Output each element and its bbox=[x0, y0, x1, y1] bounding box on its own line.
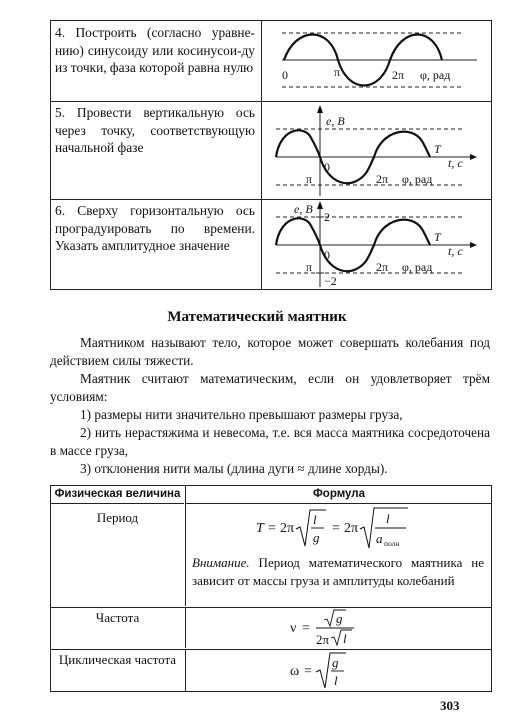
length-symbol: l bbox=[334, 673, 338, 688]
formula-cell bbox=[185, 608, 492, 648]
frequency-symbol: ν bbox=[290, 621, 297, 636]
sinusoid-graph bbox=[262, 21, 491, 101]
step-text: 5. Провести вертикальную ось через точку, соответствующую начальной фазе bbox=[55, 105, 255, 155]
zero-label: 0 bbox=[282, 68, 288, 82]
length-symbol: l bbox=[386, 511, 390, 526]
section-title: Математический маятник bbox=[167, 309, 347, 325]
equals-sign: = bbox=[332, 521, 340, 536]
list-item: 2) нить нерастяжима и невесома, т.е. вся масса маятника сосредоточена в массе груза, bbox=[50, 425, 490, 458]
two-pi-label: 2π bbox=[376, 260, 389, 274]
min-label: −2 bbox=[324, 274, 337, 288]
length-symbol: l bbox=[313, 512, 317, 527]
two-pi-label: 2π bbox=[376, 172, 389, 186]
phase-axis-label: φ, рад bbox=[402, 260, 433, 274]
pi-label: π bbox=[306, 260, 313, 274]
time-axis-label: t, c bbox=[448, 156, 463, 170]
frequency-formula bbox=[186, 608, 492, 648]
length-symbol: l bbox=[343, 631, 347, 646]
attention-text: Период математического маятника не зависит от массы груза и амплитуды колебаний bbox=[192, 555, 484, 588]
sinusoid-graph bbox=[262, 101, 491, 199]
two-pi: 2π bbox=[280, 521, 295, 536]
quantity-cyclic-frequency: Циклическая частота bbox=[58, 652, 177, 667]
time-axis-label: t, c bbox=[448, 244, 463, 258]
phase-axis-label: φ, рад bbox=[420, 68, 451, 82]
list-item: 1) размеры нити значительно превышают размеры груза, bbox=[80, 407, 403, 422]
pi-label: π bbox=[306, 172, 313, 186]
period-label: T bbox=[434, 142, 441, 156]
formula-cell bbox=[185, 650, 492, 691]
two-pi: 2π bbox=[316, 632, 330, 647]
cyclic-frequency-formula bbox=[186, 650, 492, 691]
pi-label: π bbox=[334, 65, 341, 79]
quantity-frequency: Частота bbox=[95, 610, 140, 625]
attention-label: Внимание. bbox=[192, 555, 250, 570]
step-row bbox=[51, 21, 491, 102]
column-header-formula: Формула bbox=[185, 486, 492, 504]
attention-note bbox=[192, 554, 484, 590]
formula-cell bbox=[185, 504, 492, 606]
gravity-symbol: g bbox=[313, 530, 320, 545]
period-symbol: T bbox=[256, 521, 264, 536]
period-label: T bbox=[434, 230, 441, 244]
equals-sign: = bbox=[302, 621, 310, 636]
equals-sign: = bbox=[304, 664, 312, 679]
list-item: 3) отклонения нити малы (длина дуги ≈ длине хорды). bbox=[80, 461, 388, 476]
paragraph: Маятником называют тело, которое может совершать колебания под действием силы тяжести. bbox=[50, 335, 490, 368]
two-pi-label: 2π bbox=[392, 68, 405, 82]
phase-axis-label: φ, рад bbox=[402, 172, 433, 186]
period-formula bbox=[186, 504, 492, 554]
paragraph: Маятник считают математическим, если он удовлетворяет трём условиям: bbox=[50, 371, 490, 404]
gravity-symbol: g bbox=[336, 611, 343, 626]
gravity-symbol: g bbox=[332, 655, 339, 670]
step-row bbox=[51, 101, 491, 200]
two-pi: 2π bbox=[344, 521, 359, 536]
sinusoid-graph bbox=[262, 199, 491, 289]
step-graph bbox=[261, 21, 492, 101]
zero-label: 0 bbox=[324, 160, 330, 174]
page-number: 303 bbox=[440, 698, 460, 713]
quantity-period: Период bbox=[96, 510, 139, 525]
step-row bbox=[51, 199, 491, 289]
y-axis-label: e, B bbox=[326, 114, 345, 128]
max-label: 2 bbox=[324, 210, 330, 224]
step-text: 4. Построить (согласно уравне-нию) синусоиду или косинусои-ду из точки, фаза которой равна нулю bbox=[55, 25, 255, 75]
zero-label: 0 bbox=[324, 248, 330, 262]
step-text: 6. Сверху горизонтальную ось проградуировать по времени. Указать амплитудное значение bbox=[55, 203, 255, 253]
steps-table bbox=[50, 20, 492, 290]
formula-table bbox=[50, 485, 492, 692]
acceleration-subscript: полн bbox=[384, 539, 400, 548]
acceleration-symbol: a bbox=[376, 531, 383, 546]
equals-sign: = bbox=[268, 521, 276, 536]
step-graph bbox=[261, 199, 492, 289]
step-graph bbox=[261, 101, 492, 199]
omega-symbol: ω bbox=[290, 664, 300, 679]
column-header-quantity: Физическая величина bbox=[51, 486, 184, 504]
y-axis-label: e, B bbox=[294, 202, 313, 216]
